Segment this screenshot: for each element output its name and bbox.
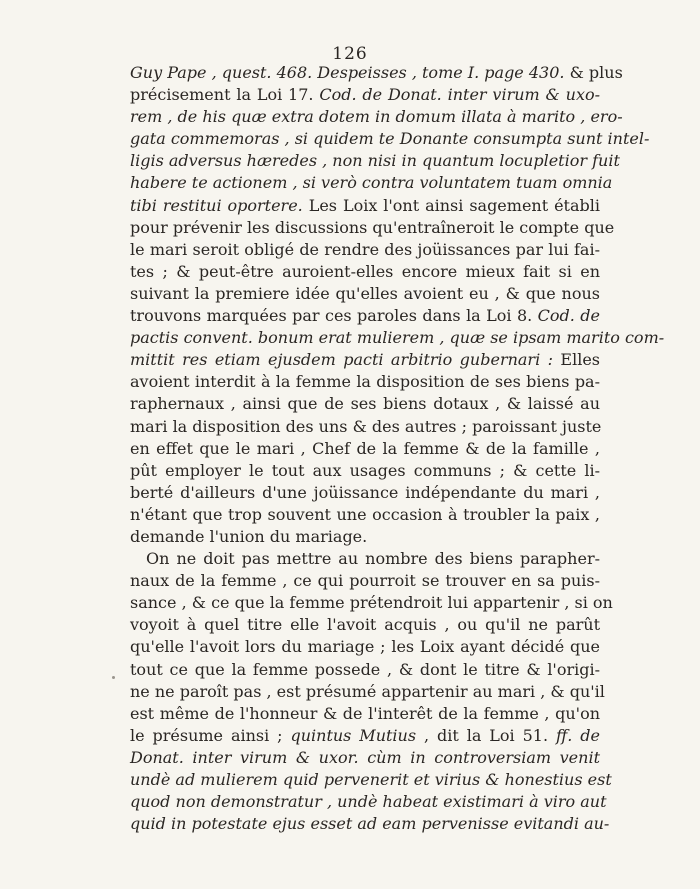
text-line xyxy=(130,371,600,393)
text-segment: & plus xyxy=(564,63,623,82)
text-segment: raphernaux , ainsi que de ses biens dotaux , & laissé au xyxy=(130,394,600,414)
text-line xyxy=(130,636,600,658)
italic-segment: undè ad mulierem quid pervenerit et virius & honestius est xyxy=(130,770,612,789)
text-line xyxy=(130,548,600,570)
paragraph-1 xyxy=(130,62,665,548)
text-line xyxy=(130,172,613,194)
text-segment: tout ce que la femme possede , & dont le titre & l'origi- xyxy=(130,659,600,679)
italic-segment: gata commemoras , si quidem te Donante consumpta sunt intel- xyxy=(130,129,650,149)
text-line xyxy=(130,106,623,128)
text-line xyxy=(130,482,600,504)
italic-segment: rem , de his quæ extra dotem in domum illata à marito , ero- xyxy=(130,107,623,127)
text-line xyxy=(130,681,605,703)
italic-segment: quintus Mutius xyxy=(290,725,417,745)
margin-mark xyxy=(112,676,115,679)
text-line xyxy=(130,504,600,526)
text-line xyxy=(130,725,600,747)
text-segment: trouvons marquées par ces paroles dans la Loi 8. xyxy=(130,306,538,326)
text-line xyxy=(130,305,600,327)
italic-segment: pactis convent. bonum erat mulierem , quæ se ipsam marito com- xyxy=(130,328,665,348)
page-number: 126 xyxy=(332,44,368,64)
italic-segment: Donat. inter virum & uxor. cùm in controversiam venit xyxy=(130,747,600,767)
text-line xyxy=(130,813,610,835)
text-segment: pût employer le tout aux usages communs ; & cette li- xyxy=(130,460,600,480)
text-line xyxy=(130,128,650,150)
italic-segment: Cod. de Donat. inter virum & uxo- xyxy=(319,85,600,105)
italic-segment: ligis adversus hæredes , non nisi in quantum locupletior fuit xyxy=(130,151,620,171)
text-segment: voyoit à quel titre elle l'avoit acquis , ou qu'il ne parût xyxy=(130,615,600,635)
italic-segment: mittit res etiam ejusdem pacti arbitrio gubernari : xyxy=(130,350,553,370)
text-segment: sance , & ce que la femme prétendroit lui appartenir , si on xyxy=(130,593,613,613)
italic-segment: tibi restitui oportere. xyxy=(130,195,303,215)
text-segment: , dit la Loi 51. xyxy=(416,725,556,745)
text-segment: n'étant que trop souvent une occasion à troubler la paix , xyxy=(130,504,600,524)
text-segment: ne ne paroît pas , est présumé appartenir au mari , & qu'il xyxy=(130,681,605,701)
text-segment: tes ; & peut-être auroient-elles encore mieux fait si en xyxy=(130,261,600,281)
text-line xyxy=(130,261,600,283)
text-line xyxy=(130,84,600,106)
italic-segment: Guy Pape , quest. 468. Despeisses , tome I. page 430. xyxy=(130,63,565,82)
text-line xyxy=(130,791,607,813)
text-segment: le mari seroit obligé de rendre des joüissances par lui fai- xyxy=(130,239,600,259)
italic-segment: quid in potestate ejus esset ad eam pervenisse evitandi au- xyxy=(130,814,610,834)
italic-segment: Cod. de xyxy=(537,306,600,326)
text-line xyxy=(130,62,623,84)
text-line xyxy=(130,349,600,371)
text-line xyxy=(130,526,600,548)
text-segment: naux de la femme , ce qui pourroit se trouver en sa puis- xyxy=(130,571,600,591)
page-text xyxy=(130,62,665,835)
text-segment: mari la disposition des uns & des autres ; paroissant juste xyxy=(130,416,602,436)
text-line xyxy=(130,416,600,438)
italic-segment: quod non demonstratur , undè habeat existimari à viro aut xyxy=(130,792,607,812)
text-segment: en effet que le mari , Chef de la femme & de la famille , xyxy=(130,438,600,458)
text-segment: précisement la Loi 17. xyxy=(130,85,320,105)
text-line xyxy=(130,703,600,725)
text-segment: demande l'union du mariage. xyxy=(130,526,368,546)
text-line xyxy=(130,570,600,592)
text-line xyxy=(130,239,600,261)
text-segment: Elles xyxy=(553,350,600,370)
text-line xyxy=(130,217,615,239)
text-segment: est même de l'honneur & de l'interêt de la femme , qu'on xyxy=(130,703,600,723)
text-line xyxy=(130,460,600,482)
text-segment: suivant la premiere idée qu'elles avoient eu , & que nous xyxy=(130,283,600,303)
text-line xyxy=(130,769,612,791)
text-line xyxy=(130,747,600,769)
text-line xyxy=(130,393,600,415)
italic-segment: habere te actionem , si verò contra voluntatem tuam omnia xyxy=(130,173,613,193)
text-segment: avoient interdit à la femme la disposition de ses biens pa- xyxy=(130,372,600,392)
text-segment: berté d'ailleurs d'une joüissance indépendante du mari , xyxy=(130,482,600,502)
text-line xyxy=(130,614,600,636)
text-line xyxy=(130,150,620,172)
text-segment: le présume ainsi ; xyxy=(130,725,291,745)
text-line xyxy=(130,438,600,460)
text-line xyxy=(130,659,600,681)
text-segment: qu'elle l'avoit lors du mariage ; les Loix ayant décidé que xyxy=(130,637,600,657)
italic-segment: ff. de xyxy=(555,725,601,745)
text-line xyxy=(130,195,600,217)
paragraph-2 xyxy=(130,548,613,835)
text-segment: Les Loix l'ont ainsi sagement établi xyxy=(302,195,601,215)
text-line xyxy=(130,283,600,305)
text-line xyxy=(130,592,613,614)
text-segment: pour prévenir les discussions qu'entraîneroit le compte que xyxy=(130,217,615,237)
text-line xyxy=(130,327,665,349)
text-segment: On ne doit pas mettre au nombre des biens parapher- xyxy=(146,549,600,569)
